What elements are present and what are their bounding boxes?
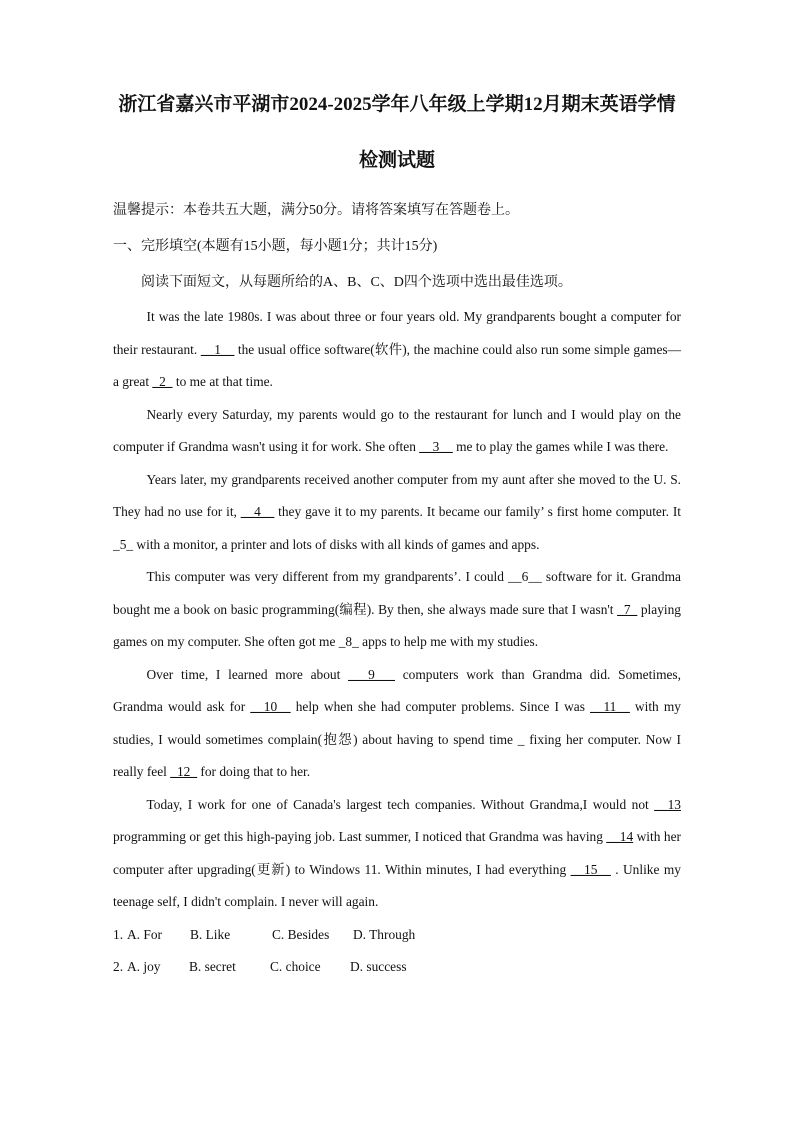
blank-4: __4__ xyxy=(240,504,275,519)
passage-text: programming or get this high-paying job. Last summer, I noticed that Grandma was having xyxy=(113,829,607,844)
option-c: C. Besides xyxy=(272,926,330,942)
passage-text: Today, I work for one of Canada's largest tech companies. Without Grandma,I would not xyxy=(146,796,655,812)
blank-10: __10__ xyxy=(250,699,291,714)
passage-text: computers work than Grandma did. Sometimes, Grandma would ask for xyxy=(113,666,681,714)
question-number: 2. xyxy=(113,958,124,974)
passage-paragraph-1 xyxy=(113,301,681,399)
option-d: D. success xyxy=(350,958,407,974)
blank-1: __1__ xyxy=(200,341,235,357)
passage-text: for doing that to her. xyxy=(197,764,311,779)
passage-text: It was the late 1980s. I was about three or four years old. My grandparents bought a computer for their restaurant. xyxy=(113,309,681,357)
cloze-passage xyxy=(113,301,681,919)
passage-paragraph-2 xyxy=(113,399,681,464)
blank-15: __15__ xyxy=(570,861,611,877)
question-2-options xyxy=(113,951,681,983)
question-number: 1. xyxy=(113,926,124,942)
option-a: A. For xyxy=(127,926,162,942)
passage-text: . Unlike my teenage self, I didn't complain. I never will again. xyxy=(113,861,681,909)
title-line-1: 浙江省嘉兴市平湖市2024-2025学年八年级上学期12月期末英语学情 xyxy=(118,94,676,115)
passage-text: to me at that time. xyxy=(172,374,273,389)
question-1-options xyxy=(113,919,681,951)
exam-header xyxy=(113,193,681,301)
option-b: B. secret xyxy=(189,958,236,974)
blank-9: ___9___ xyxy=(348,666,395,682)
passage-text: with her computer after upgrading(更新) to Windows 11. Within minutes, I had everything xyxy=(113,829,681,877)
section-heading: 一、完形填空(本题有15小题，每小题1分；共计15分) xyxy=(113,239,438,254)
blank-11: __11__ xyxy=(590,699,630,714)
passage-paragraph-5 xyxy=(113,659,681,789)
blank-7: _7_ xyxy=(617,601,638,617)
passage-paragraph-3 xyxy=(113,464,681,562)
option-b: B. Like xyxy=(190,926,231,942)
blank-12: _12_ xyxy=(170,764,198,779)
answer-options xyxy=(113,919,681,983)
page-title xyxy=(113,0,681,189)
blank-2: _2_ xyxy=(152,374,173,389)
passage-text: help when she had computer problems. Since I was xyxy=(290,699,591,714)
passage-text: me to play the games while I was there. xyxy=(452,439,669,454)
exam-tip: 温馨提示：本卷共五大题，满分50分。请将答案填写在答题卷上。 xyxy=(113,203,519,218)
passage-text: playing games on my computer. She often got me _8_ apps to help me with my studies. xyxy=(113,601,682,649)
passage-text: they gave it to my parents. It became our family’ s first home computer. It _5_ with a monitor, a printer and lots of disks with all kinds of games and apps. xyxy=(113,504,682,552)
section-instruction: 阅读下面短文，从每题所给的A、B、C、D四个选项中选出最佳选项。 xyxy=(141,275,572,290)
passage-paragraph-4 xyxy=(113,561,681,659)
option-c: C. choice xyxy=(270,958,321,974)
blank-14: __14 xyxy=(606,829,634,844)
passage-text: Nearly every Saturday, my parents would go to the restaurant for lunch and I would play on the computer if Grandma wasn't using it for work. She often xyxy=(113,406,681,454)
option-d: D. Through xyxy=(353,926,416,942)
title-line-2: 检测试题 xyxy=(358,150,435,171)
passage-text: with my studies, I would sometimes complain(抱怨) about having to spend time _ fixing her computer. Now I really feel xyxy=(113,699,681,779)
option-a: A. joy xyxy=(127,958,161,974)
passage-text: Over time, I learned more about xyxy=(146,666,349,682)
passage-paragraph-6 xyxy=(113,789,681,919)
passage-text: the usual office software(软件), the machine could also run some simple games—a great xyxy=(113,341,682,389)
blank-13: __13 xyxy=(654,796,681,812)
passage-text: Years later, my grandparents received another computer from my aunt after she moved to the U. S. They had no use for it, xyxy=(113,471,681,519)
blank-3: __3__ xyxy=(419,439,453,454)
passage-text: This computer was very different from my grandparents’. I could __6__ software for it. Grandma bought me a book on basic programming(编程). By then, she always made sure that I wasn't xyxy=(113,569,681,617)
